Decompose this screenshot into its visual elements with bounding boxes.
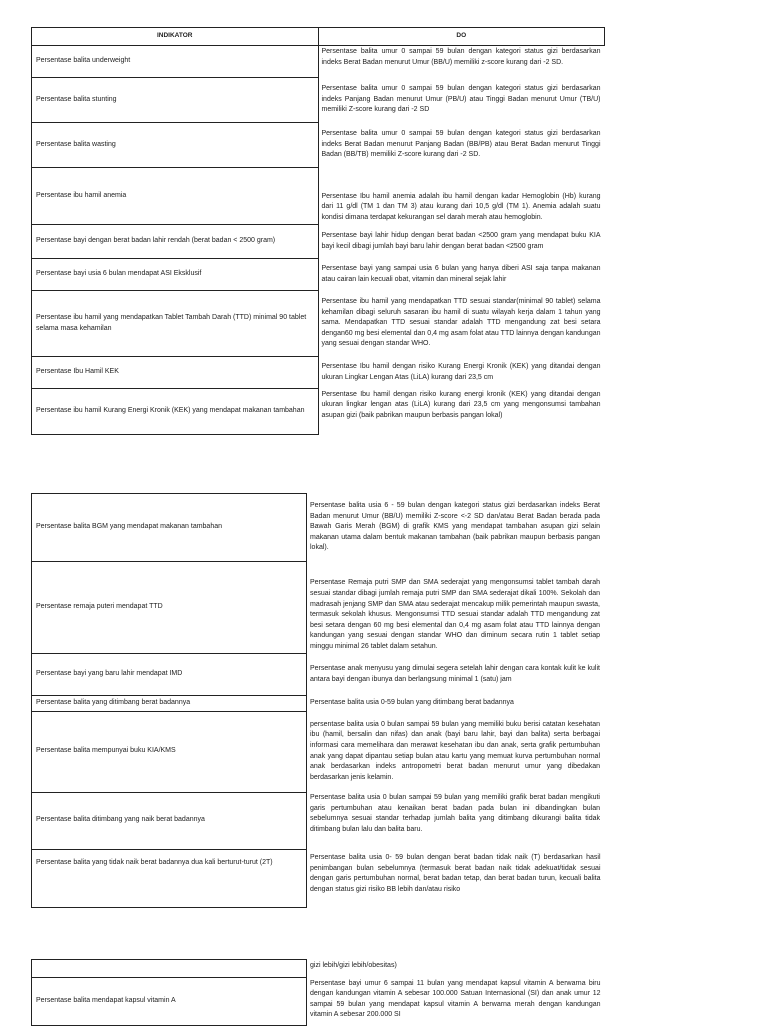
table-row xyxy=(32,225,605,259)
indicator-table-1 xyxy=(31,27,605,435)
table-row xyxy=(32,123,605,168)
indicator-table-3 xyxy=(31,959,605,1026)
table-row xyxy=(32,696,605,712)
definition-cell: Persentase balita usia 0 bulan sampai 59 bulan yang memiliki grafik berat badan mengikuti garis pertumbuhan atau kenaikan berat badan pada bulan ini dibandingkan bulan sebelumnya sesuai standar terhadap jumlah balita yang ditimbang dikurangi balita tidak ditimbang bulan lalu dan balita baru. xyxy=(310,794,600,833)
definition-cell: Persentase Remaja putri SMP dan SMA sederajat yang mengonsumsi tablet tambah darah sesuai standar dibagi jumlah remaja putri SMP dan SMA sederajat dikali 100%. Sekolah dan madrasah jenjang SMP dan SMA atau sederajat mencakup milik pemerintah maupun swasta, termasuk sekolah khusus. Mengonsumsi TTD sesuai standar adalah TTD mengandung zat besi setara dengan 60 mg besi elemental dan 0,4 mg asam folat atau TTD lainnya dengan kandungan yang sesuai dengan standar WHO dan diminum secara rutin 1 tablet setiap minggu minimal 26 tablet dalam setahun. xyxy=(310,579,600,650)
definition-cell: Persentase Ibu hamil dengan risiko Kurang Energi Kronik (KEK) yang ditandai dengan ukuran Lingkar Lengan Atas (LiLA) kurang dari 23,5 cm xyxy=(321,362,601,381)
indikator-cell: Persentase balita underweight xyxy=(32,46,319,78)
indicator-table-2 xyxy=(31,493,605,908)
table-row xyxy=(32,259,605,291)
definition-cell: Persentase bayi yang sampai usia 6 bulan yang hanya diberi ASI saja tanpa makanan atau cairan lain kecuali obat, vitamin dan mineral sejak lahir xyxy=(321,264,601,283)
header-do: DO xyxy=(318,28,605,46)
indikator-cell: Persentase ibu hamil yang mendapatkan Tablet Tambah Darah (TTD) minimal 90 tablet selama masa kehamilan xyxy=(32,291,319,357)
definition-cell: Persentase balita umur 0 sampai 59 bulan dengan kategori status gizi berdasarkan indeks Panjang Badan menurut Umur (PB/U) atau Tinggi Badan menurut Umur (TB/U) memiliki Z-score kurang dari -2 SD xyxy=(321,85,601,114)
table-row xyxy=(32,494,605,562)
indikator-cell: Persentase balita stunting xyxy=(32,78,319,123)
table-row xyxy=(32,978,605,1026)
table-row xyxy=(32,711,605,792)
indikator-cell: Persentase ibu hamil Kurang Energi Kronik (KEK) yang mendapat makanan tambahan xyxy=(32,389,319,435)
table-row xyxy=(32,849,605,907)
indikator-cell: Persentase balita yang tidak naik berat badannya dua kali berturut-turut (2T) xyxy=(32,849,307,907)
table-row xyxy=(32,168,605,225)
table-row xyxy=(32,78,605,123)
indikator-cell: Persentase balita yang ditimbang berat badannya xyxy=(32,696,307,712)
indikator-cell: Persentase remaja puteri mendapat TTD xyxy=(32,562,307,654)
table-row xyxy=(32,46,605,78)
definition-cell: Persentase balita umur 0 sampai 59 bulan dengan kategori status gizi berdasarkan indeks Berat Badan menurut Umur (BB/U) memiliki z-score kurang dari -2 SD. xyxy=(321,48,601,66)
definition-cell: persentase balita usia 0 bulan sampai 59 bulan yang memiliki buku berisi catatan kesehatan ibu (hamil, bersalin dan nifas) dan anak (bayi baru lahir, bayi dan balita) serta berbagai informasi cara memelihara dan merawat kesehatan ibu dan anak, serta grafik pertumbuhan anak yang dapat dipantau setiap bulan atau kartu yang memuat kurva pertumbuhan normal anak berdasarkan indeks antropometri berat badan menurut umur yang dibedakan berdasarkan jenis kelamin. xyxy=(310,720,600,781)
definition-cell: Persentase ibu hamil yang mendapatkan TTD sesuai standar(minimal 90 tablet) selama kehamilan dibagi seluruh sasaran ibu hamil di suatu wilayah kerja dalam 1 tahun yang sama. Mendapatkan TTD sesuai standar adalah TTD mengandung zat besi setara dengan60 mg besi elemental dan 0,4 mg asam folat atau TTD lainnya dengan kandungan yang sesuai dengan standar WHO. xyxy=(321,298,601,348)
definition-cell: Persentase anak menyusu yang dimulai segera setelah lahir dengan cara kontak kulit ke kulit antara bayi dengan ibunya dan berlangsung minimal 1 (satu) jam xyxy=(310,664,600,683)
indikator-cell: Persentase balita ditimbang yang naik berat badannya xyxy=(32,792,307,849)
definition-cell: Persentase Ibu hamil dengan risiko kurang energi kronik (KEK) yang ditandai dengan ukuran lingkar lengan atas (LiLA) kurang dari 23,5 cm yang mengonsumsi tambahan asupan gizi (baik pabrikan maupun berbasis pangan lokal) xyxy=(321,390,601,419)
definition-cell: Persentase bayi umur 6 sampai 11 bulan yang mendapat kapsul vitamin A berwarna biru dengan kandungan vitamin A sebesar 100.000 Satuan Internasional (SI) dan anak umur 12 sampai 59 bulan yang mendapat kapsul vitamin A berwarna merah dengan kandungan vitamin A sebesar 200.000 SI xyxy=(310,979,601,1019)
indikator-cell: Persentase Ibu Hamil KEK xyxy=(32,357,319,389)
indikator-cell: Persentase balita wasting xyxy=(32,123,319,168)
indikator-cell: Persentase ibu hamil anemia xyxy=(32,168,319,225)
definition-cell: Persentase balita usia 0-59 bulan yang ditimbang berat badannya xyxy=(310,699,514,706)
definition-cell: Persentase balita usia 0- 59 bulan dengan berat badan tidak naik (T) berdasarkan hasil penimbangan bulan sebelumnya (termasuk berat badan naik tidak adekuat/tidak sesuai dengan garis pertumbuhan normal, berat badan tetap, dan berat badan turun, kecuali balita dengan status gizi risiko BB lebih dan/atau risiko xyxy=(310,854,601,893)
definition-cell: Persentase Ibu hamil anemia adalah ibu hamil dengan kadar Hemoglobin (Hb) kurang dari 11 g/dl (TM 1 dan TM 3) atau kurang dari 10,5 g/dl (TM 1). Anemia adalah suatu kondisi dimana terdapat kekurangan sel darah merah atau hemoglobin. xyxy=(321,192,601,221)
indikator-cell: Persentase balita mendapat kapsul vitamin A xyxy=(32,978,307,1026)
indikator-cell: Persentase balita BGM yang mendapat makanan tambahan xyxy=(32,494,307,562)
table-row xyxy=(32,291,605,357)
indikator-cell xyxy=(32,960,307,978)
table-row xyxy=(32,389,605,435)
header-indikator: INDIKATOR xyxy=(32,28,319,46)
table-row xyxy=(32,357,605,389)
table-row xyxy=(32,960,605,978)
definition-cell: gizi lebih/gizi lebih/obesitas) xyxy=(310,961,397,969)
indikator-cell: Persentase bayi dengan berat badan lahir rendah (berat badan < 2500 gram) xyxy=(32,225,319,259)
table-header-row xyxy=(32,28,605,46)
definition-cell: Persentase bayi lahir hidup dengan berat badan <2500 gram yang mendapat buku KIA bayi kecil dibagi jumlah bayi baru lahir dengan berat badan <2500 gram xyxy=(321,231,601,250)
table-row xyxy=(32,792,605,849)
table-row xyxy=(32,562,605,654)
definition-cell: Persentase balita umur 0 sampai 59 bulan dengan kategori status gizi berdasarkan indeks Berat Badan menurut Panjang Badan (BB/PB) atau Berat Badan menurut Tinggi Badan (BB/TB) memiliki Z-score kurang dari -2 SD. xyxy=(321,130,601,159)
table-row xyxy=(32,654,605,696)
definition-cell: Persentase balita usia 6 - 59 bulan dengan kategori status gizi berdasarkan indeks Berat Badan menurut Umur (BB/U) memiliki Z-score <-2 SD dan/atau Berat Badan berada pada Bawah Garis Merah (BGM) di grafik KMS yang mendapat tambahan asupan gizi selain makanan utama dalam bentuk makanan tambahan (baik pabrikan maupun berbasis pangan lokal). xyxy=(310,502,600,552)
indikator-cell: Persentase bayi usia 6 bulan mendapat ASI Eksklusif xyxy=(32,259,319,291)
indikator-cell: Persentase bayi yang baru lahir mendapat IMD xyxy=(32,654,307,696)
indikator-cell: Persentase balita mempunyai buku KIA/KMS xyxy=(32,711,307,792)
